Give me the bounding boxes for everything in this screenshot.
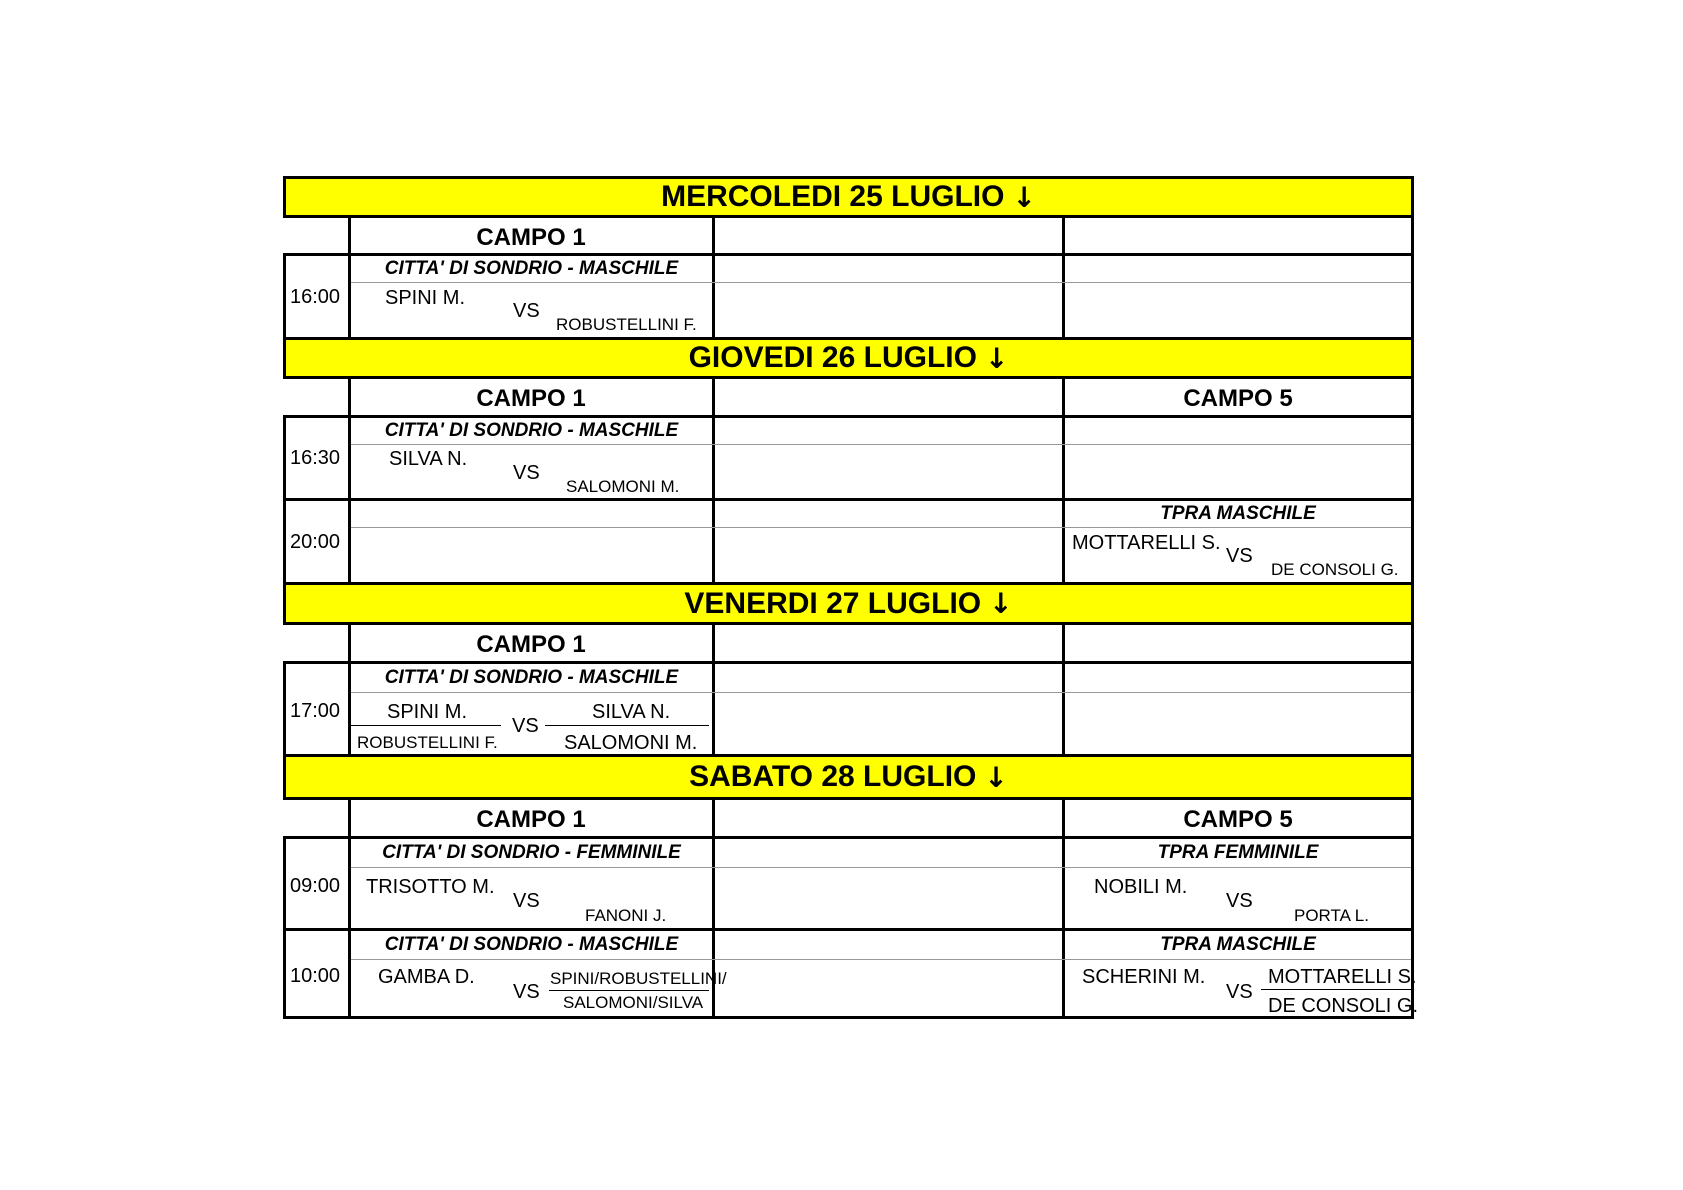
row-separator bbox=[351, 444, 1411, 445]
pair-divider bbox=[351, 725, 501, 726]
row-separator bbox=[351, 867, 1411, 868]
day-header-sabato bbox=[283, 754, 1414, 800]
column-divider bbox=[1062, 661, 1065, 757]
row-separator bbox=[351, 692, 1411, 693]
vs-label: VS bbox=[513, 300, 540, 322]
competition-label: CITTA' DI SONDRIO - MASCHILE bbox=[384, 934, 679, 955]
competition-label: CITTA' DI SONDRIO - MASCHILE bbox=[384, 667, 679, 688]
player-home: GAMBA D. bbox=[378, 966, 475, 988]
vs-label: VS bbox=[513, 981, 540, 1003]
pair-home-1: SPINI M. bbox=[387, 701, 468, 723]
match-time: 17:00 bbox=[290, 700, 341, 722]
match-time: 16:00 bbox=[290, 286, 341, 308]
player-away: DE CONSOLI G. bbox=[1271, 560, 1399, 579]
row-separator bbox=[351, 282, 1411, 283]
column-divider bbox=[1062, 415, 1065, 501]
competition-label: CITTA' DI SONDRIO - FEMMINILE bbox=[382, 842, 681, 863]
player-home: SPINI M. bbox=[385, 287, 466, 309]
team-away-line-2: SALOMONI/SILVA bbox=[563, 993, 704, 1012]
pair-away-1: SILVA N. bbox=[592, 701, 671, 723]
player-home: SCHERINI M. bbox=[1082, 966, 1206, 988]
player-home: TRISOTTO M. bbox=[366, 876, 495, 898]
competition-label: TPRA MASCHILE bbox=[1160, 503, 1316, 524]
pair-divider bbox=[545, 725, 709, 726]
column-divider bbox=[712, 498, 715, 585]
pair-home-2: ROBUSTELLINI F. bbox=[357, 733, 498, 752]
day-label: SABATO 28 LUGLIO bbox=[689, 760, 977, 793]
day-header-mercoledi bbox=[283, 176, 1414, 218]
player-away: ROBUSTELLINI F. bbox=[556, 315, 697, 334]
campo-a-label: CAMPO 1 bbox=[476, 806, 586, 833]
arrow-down-icon: ↓ bbox=[984, 341, 1009, 375]
campo-a-label: CAMPO 1 bbox=[476, 224, 586, 251]
player-home: MOTTARELLI S. bbox=[1072, 532, 1221, 554]
day-label: MERCOLEDI 25 LUGLIO bbox=[661, 180, 1005, 213]
pair-away-1: MOTTARELLI S. bbox=[1268, 966, 1417, 988]
player-home: SILVA N. bbox=[389, 448, 468, 470]
row-separator bbox=[351, 527, 1411, 528]
column-divider bbox=[712, 661, 715, 757]
day-header-giovedi bbox=[283, 337, 1414, 379]
campo-b-label: CAMPO 5 bbox=[1183, 806, 1293, 833]
column-divider bbox=[712, 253, 715, 340]
player-home: NOBILI M. bbox=[1094, 876, 1188, 898]
arrow-down-icon: ↓ bbox=[984, 760, 1008, 794]
player-away: FANONI J. bbox=[585, 906, 667, 925]
match-time: 16:30 bbox=[290, 447, 341, 469]
campo-b-label: CAMPO 5 bbox=[1183, 385, 1293, 412]
vs-label: VS bbox=[513, 890, 540, 912]
competition-label: TPRA FEMMINILE bbox=[1157, 842, 1319, 863]
vs-label: VS bbox=[513, 462, 540, 484]
match-time: 20:00 bbox=[290, 531, 341, 553]
arrow-down-icon: ↓ bbox=[989, 587, 1013, 620]
pair-divider bbox=[1261, 989, 1411, 990]
pair-away-2: DE CONSOLI G. bbox=[1268, 995, 1419, 1017]
column-divider bbox=[1062, 253, 1065, 340]
competition-label: TPRA MASCHILE bbox=[1160, 934, 1316, 955]
vs-label: VS bbox=[512, 715, 539, 737]
team-divider bbox=[549, 990, 709, 991]
team-away-line-1: SPINI/ROBUSTELLINI/ bbox=[550, 969, 727, 988]
campo-a-label: CAMPO 1 bbox=[476, 631, 586, 658]
competition-label: CITTA' DI SONDRIO - MASCHILE bbox=[384, 258, 679, 279]
match-time: 09:00 bbox=[290, 875, 341, 897]
arrow-down-icon: ↓ bbox=[1012, 180, 1036, 214]
day-label: GIOVEDI 26 LUGLIO bbox=[688, 341, 977, 374]
vs-label: VS bbox=[1226, 981, 1253, 1003]
player-away: PORTA L. bbox=[1294, 906, 1369, 925]
day-label: VENERDI 27 LUGLIO bbox=[684, 586, 982, 620]
column-divider bbox=[712, 836, 715, 931]
vs-label: VS bbox=[1226, 890, 1253, 912]
column-divider bbox=[712, 415, 715, 501]
column-divider bbox=[1062, 215, 1065, 256]
column-divider bbox=[1062, 622, 1065, 664]
column-divider bbox=[348, 498, 351, 585]
day-header-venerdi bbox=[283, 582, 1414, 625]
campo-a-label: CAMPO 1 bbox=[476, 385, 586, 412]
pair-away-2: SALOMONI M. bbox=[564, 732, 698, 754]
match-time: 10:00 bbox=[290, 965, 341, 987]
vs-label: VS bbox=[1226, 545, 1253, 567]
row-separator bbox=[351, 959, 1411, 960]
competition-label: CITTA' DI SONDRIO - MASCHILE bbox=[384, 420, 679, 441]
player-away: SALOMONI M. bbox=[566, 477, 680, 496]
